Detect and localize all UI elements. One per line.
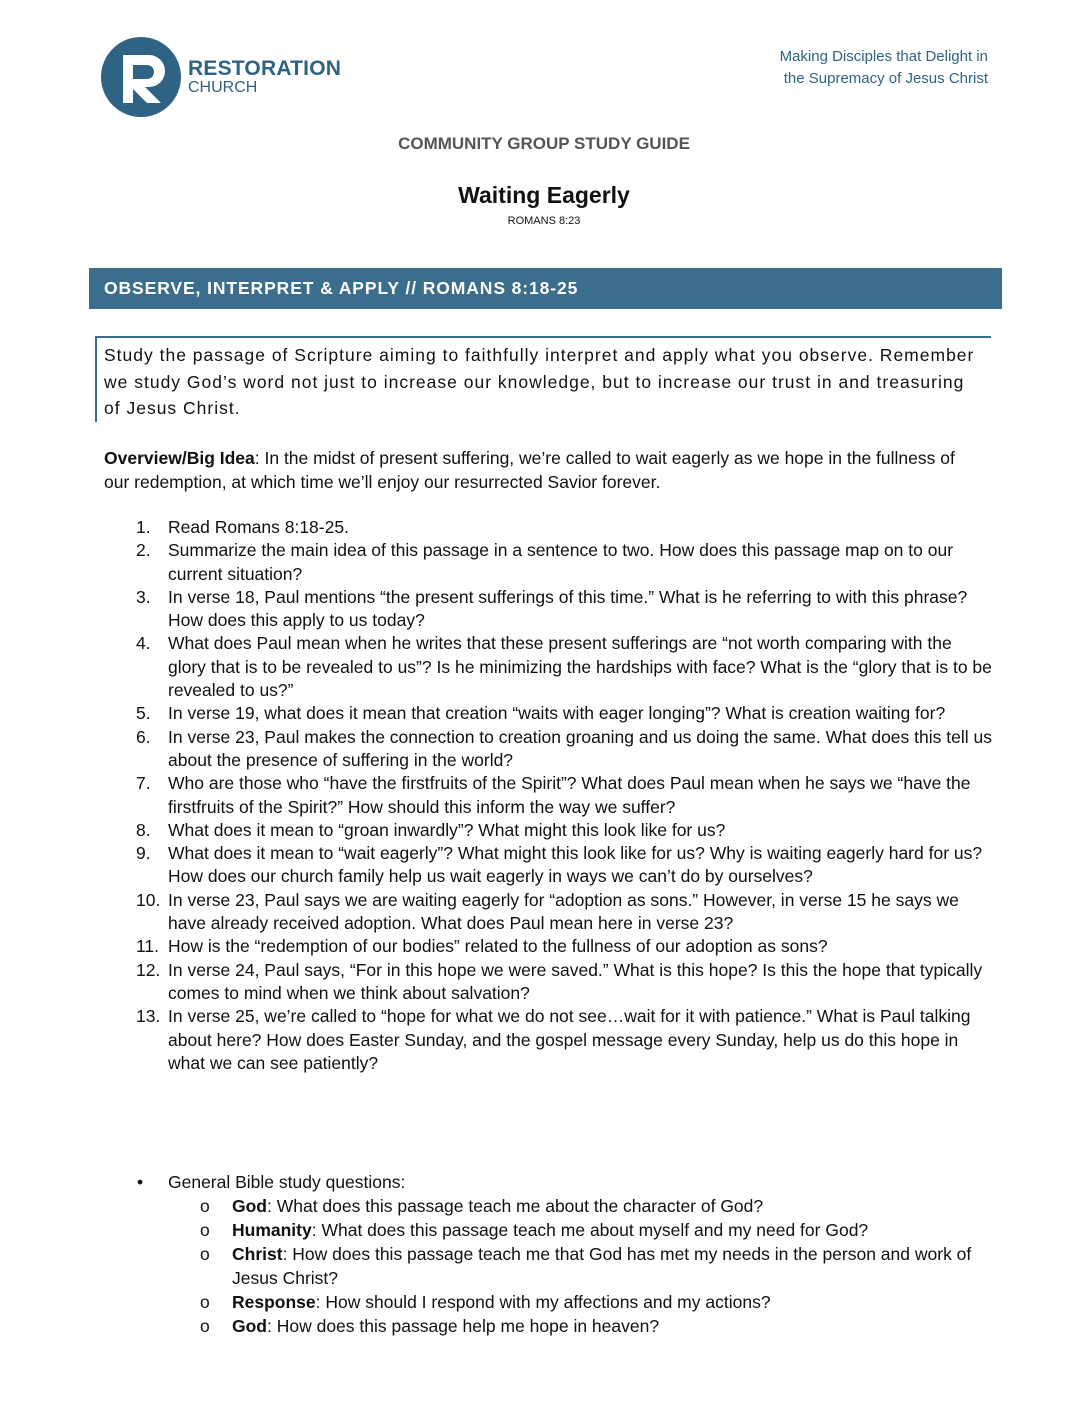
- question-item: [104, 819, 994, 842]
- question-item: [104, 516, 994, 539]
- church-logo: [101, 37, 341, 117]
- general-question-list: [104, 1194, 994, 1338]
- question-number: 11.: [136, 936, 160, 957]
- item-label: Response: [232, 1292, 316, 1312]
- tagline: [780, 46, 988, 90]
- item-text: : What does this passage teach me about the character of God?: [267, 1196, 764, 1216]
- intro-border-top: [95, 336, 991, 338]
- question-text: In verse 23, Paul makes the connection to creation groaning and us doing the same. What does this tell us about the presence of suffering in the world?: [168, 726, 992, 770]
- general-questions-heading: General Bible study questions:: [168, 1172, 406, 1192]
- question-item: [104, 1005, 994, 1075]
- question-text: In verse 25, we’re called to “hope for what we do not see…wait for it with patience.” What is Paul talking about here? How does Easter Sunday, and the gospel message every Sunday, help us do this hope in what we can see patiently?: [168, 1006, 971, 1073]
- question-item: [104, 702, 994, 725]
- question-item: [104, 889, 994, 936]
- intro-border-left: [95, 336, 97, 422]
- question-item: [104, 726, 994, 773]
- bullet-icon: •: [137, 1172, 144, 1192]
- question-item: [104, 632, 994, 702]
- question-number: 1.: [136, 517, 151, 537]
- question-number: 5.: [136, 703, 151, 724]
- question-text: How is the “redemption of our bodies” related to the fullness of our adoption as sons?: [168, 936, 828, 957]
- question-item: [104, 935, 994, 958]
- question-item: [104, 586, 994, 633]
- list-item: [104, 1314, 994, 1338]
- question-number: 7.: [136, 773, 151, 794]
- question-number: 2.: [136, 540, 151, 561]
- question-number: 3.: [136, 586, 151, 607]
- list-item: [104, 1290, 994, 1314]
- circle-bullet-icon: o: [200, 1316, 210, 1336]
- logo-mark-icon: [101, 37, 181, 117]
- tagline-line-2: the Supremacy of Jesus Christ: [783, 70, 988, 87]
- overview-label: Overview/Big Idea: [104, 448, 255, 468]
- question-number: 6.: [136, 726, 151, 747]
- logo-r-icon: [101, 37, 181, 117]
- list-item: [104, 1242, 994, 1290]
- item-text: : How does this passage help me hope in heaven?: [267, 1316, 660, 1336]
- question-text: What does it mean to “groan inwardly”? What might this look like for us?: [168, 819, 726, 840]
- item-text: : How should I respond with my affections and my actions?: [315, 1292, 771, 1312]
- item-text: : How does this passage teach me that God has met my needs in the person and work of Jesus Christ?: [232, 1244, 972, 1288]
- question-text: In verse 18, Paul mentions “the present sufferings of this time.” What is he referring to with this phrase? How does this apply to us today?: [168, 586, 968, 631]
- circle-bullet-icon: o: [200, 1292, 210, 1312]
- item-text: : What does this passage teach me about myself and my need for God?: [311, 1220, 869, 1240]
- guide-title: COMMUNITY GROUP STUDY GUIDE: [398, 134, 690, 153]
- question-text: Summarize the main idea of this passage in a sentence to two. How does this passage map on to our current situation?: [168, 540, 954, 584]
- question-item: [104, 539, 994, 586]
- item-label: God: [232, 1316, 267, 1336]
- list-item: [104, 1194, 994, 1218]
- intro-paragraph: Study the passage of Scripture aiming to faithfully interpret and apply what you observe. Remember we study God’s word not just to increase our knowledge, but to increase our trust in and treasuring of Jesus Christ.: [104, 345, 975, 418]
- question-text: Read Romans 8:18-25.: [168, 517, 349, 537]
- section-banner-text: OBSERVE, INTERPRET & APPLY // ROMANS 8:18-25: [104, 278, 579, 298]
- circle-bullet-icon: o: [200, 1244, 210, 1264]
- general-questions: [104, 1170, 994, 1338]
- question-item: [104, 959, 994, 1006]
- question-list: [104, 516, 994, 1075]
- question-item: [104, 772, 994, 819]
- logo-name: RESTORATION: [188, 57, 342, 80]
- question-item: [104, 842, 994, 889]
- question-number: 4.: [136, 633, 151, 654]
- list-item: [104, 1218, 994, 1242]
- tagline-line-1: Making Disciples that Delight in: [779, 48, 988, 65]
- question-number: 13.: [136, 1006, 161, 1027]
- page-title: Waiting Eagerly: [458, 182, 630, 208]
- overview-paragraph: [104, 447, 984, 494]
- question-text: What does it mean to “wait eagerly”? What might this look like for us? Why is waiting eagerly hard for us? How does our church family help us wait eagerly in ways we can’t do by ourselves?: [168, 843, 983, 887]
- item-label: God: [232, 1196, 267, 1216]
- overview-text: : In the midst of present suffering, we’re called to wait eagerly as we hope in the fullness of our redemption, at which time we’ll enjoy our resurrected Savior forever.: [104, 448, 955, 492]
- question-text: In verse 24, Paul says, “For in this hope we were saved.” What is this hope? Is this the hope that typically comes to mind when we think about salvation?: [168, 959, 983, 1003]
- question-number: 10.: [136, 889, 161, 910]
- scripture-reference: ROMANS 8:23: [507, 215, 581, 227]
- question-number: 8.: [136, 819, 151, 840]
- question-number: 9.: [136, 843, 151, 864]
- question-text: Who are those who “have the firstfruits of the Spirit”? What does Paul mean when he says we “have the firstfruits of the Spirit?” How should this inform the way we suffer?: [168, 773, 971, 817]
- circle-bullet-icon: o: [200, 1220, 210, 1240]
- item-label: Humanity: [232, 1220, 312, 1240]
- section-banner: [89, 268, 1002, 309]
- question-number: 12.: [136, 959, 161, 980]
- logo-subname: CHURCH: [188, 79, 258, 96]
- question-text: What does Paul mean when he writes that these present sufferings are “not worth comparing with the glory that is to be revealed to us”? Is he minimizing the hardships with face? What is the “glory that is to be revealed to us?”: [168, 633, 992, 701]
- question-text: In verse 23, Paul says we are waiting eagerly for “adoption as sons.” However, in verse 15 he says we have already received adoption. What does Paul mean here in verse 23?: [168, 889, 959, 934]
- circle-bullet-icon: o: [200, 1196, 210, 1216]
- question-text: In verse 19, what does it mean that creation “waits with eager longing”? What is creation waiting for?: [168, 703, 946, 724]
- item-label: Christ: [232, 1244, 283, 1264]
